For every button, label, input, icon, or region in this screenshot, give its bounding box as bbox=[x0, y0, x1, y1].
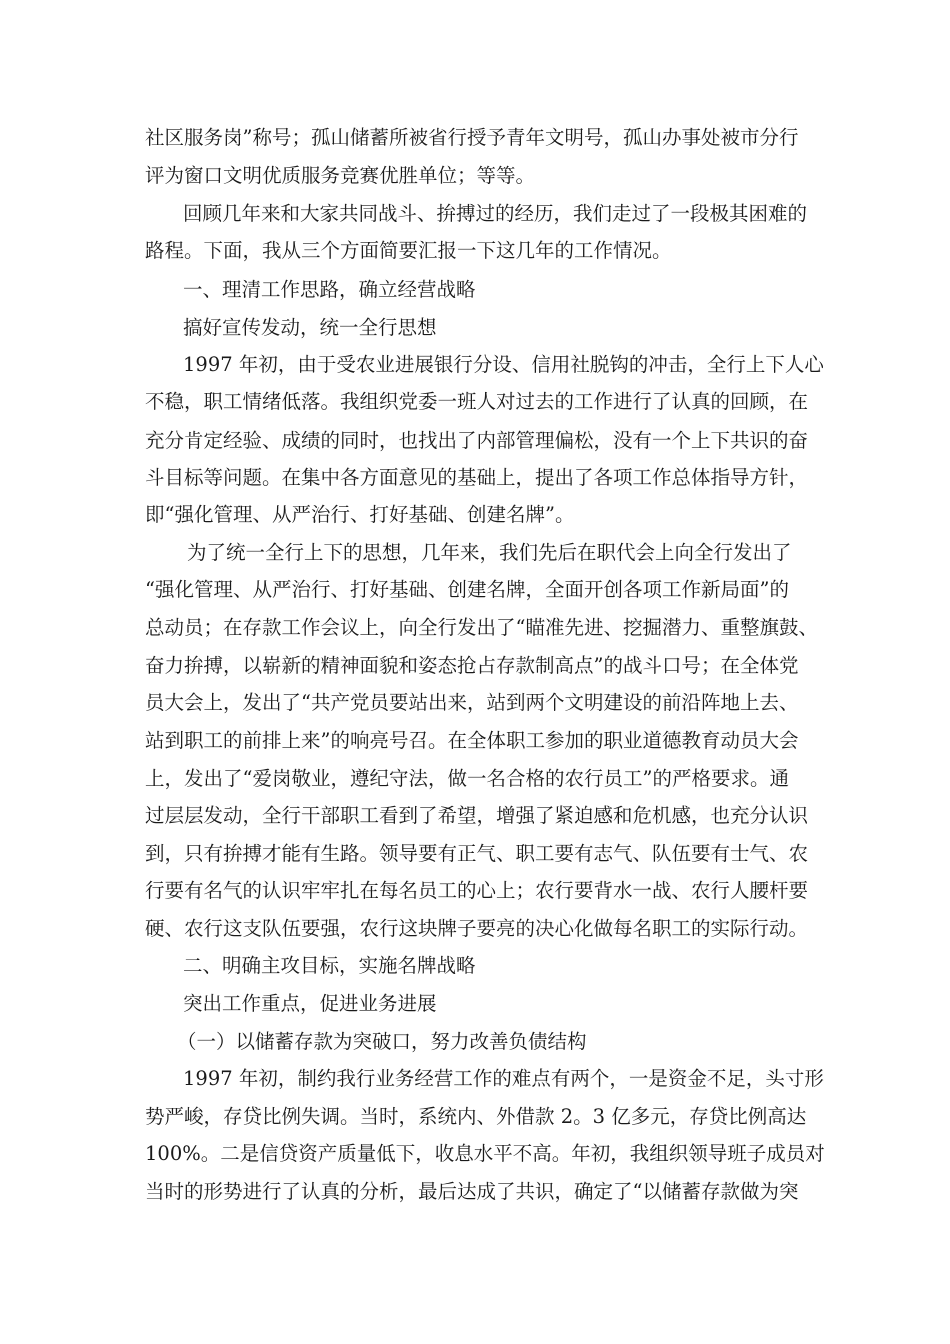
text-line: 充分肯定经验、成绩的同时，也找出了内部管理偏松，没有一个上下共识的奋 bbox=[145, 429, 809, 452]
section-heading: 一、理清工作思路，确立经营战略 bbox=[183, 278, 476, 301]
text-line: 评为窗口文明优质服务竞赛优胜单位；等等。 bbox=[145, 164, 536, 187]
section-heading: 二、明确主攻目标，实施名牌战略 bbox=[183, 954, 476, 977]
text-line: 1997 年初，制约我行业务经营工作的难点有两个，一是资金不足，头寸形 bbox=[183, 1067, 824, 1090]
text-line: 路程。下面，我从三个方面简要汇报一下这几年的工作情况。 bbox=[145, 239, 672, 262]
text-line: 为了统一全行上下的思想，几年来，我们先后在职代会上向全行发出了 bbox=[187, 541, 792, 564]
text-line: 当时的形势进行了认真的分析，最后达成了共识，确定了“以储蓄存款做为突 bbox=[145, 1180, 799, 1203]
text-line: 总动员；在存款工作会议上，向全行发出了“瞄准先进、挖掘潜力、重整旗鼓、 bbox=[145, 616, 818, 639]
text-line: 员大会上，发出了“共产党员要站出来，站到两个文明建设的前沿阵地上去、 bbox=[145, 691, 799, 714]
text-line: 硬、农行这支队伍要强，农行这块牌子要亮的决心化做每名职工的实际行动。 bbox=[145, 917, 809, 940]
text-line: 站到职工的前排上来”的响亮号召。在全体职工参加的职业道德教育动员大会 bbox=[145, 729, 799, 752]
text-line: 势严峻，存贷比例失调。当时，系统内、外借款 2。3 亿多元，存贷比例高达 bbox=[145, 1105, 807, 1128]
text-line: 斗目标等问题。在集中各方面意见的基础上，提出了各项工作总体指导方针， bbox=[145, 466, 809, 489]
text-line: “强化管理、从严治行、打好基础、创建名牌，全面开创各项工作新局面”的 bbox=[145, 578, 789, 601]
subsection-heading: 搞好宣传发动，统一全行思想 bbox=[183, 316, 437, 339]
subsection-heading: 突出工作重点，促进业务进展 bbox=[183, 992, 437, 1015]
text-line: 1997 年初，由于受农业进展银行分设、信用社脱钩的冲击，全行上下人心 bbox=[183, 353, 824, 376]
text-line: 即“强化管理、从严治行、打好基础、创建名牌”。 bbox=[145, 503, 575, 526]
text-line: 回顾几年来和大家共同战斗、拚搏过的经历，我们走过了一段极其困难的 bbox=[183, 202, 808, 225]
subsection-heading: （一）以储蓄存款为突破口，努力改善负债结构 bbox=[177, 1030, 587, 1053]
text-line: 上，发出了“爱岗敬业，遵纪守法，做一名合格的农行员工”的严格要求。通 bbox=[145, 767, 789, 790]
text-line: 到，只有拚搏才能有生路。领导要有正气、职工要有志气、队伍要有士气、农 bbox=[145, 842, 809, 865]
text-line: 100%。二是信贷资产质量低下，收息水平不高。年初，我组织领导班子成员对 bbox=[145, 1142, 825, 1165]
text-line: 奋力拚搏，以崭新的精神面貌和姿态抢占存款制高点”的战斗口号；在全体党 bbox=[145, 654, 799, 677]
text-line: 行要有名气的认识牢牢扎在每名员工的心上；农行要背水一战、农行人腰杆要 bbox=[145, 879, 809, 902]
text-line: 社区服务岗”称号；孤山储蓄所被省行授予青年文明号，孤山办事处被市分行 bbox=[145, 126, 799, 149]
text-line: 不稳，职工情绪低落。我组织党委一班人对过去的工作进行了认真的回顾，在 bbox=[145, 390, 809, 413]
text-line: 过层层发动，全行干部职工看到了希望，增强了紧迫感和危机感，也充分认识 bbox=[145, 804, 809, 827]
